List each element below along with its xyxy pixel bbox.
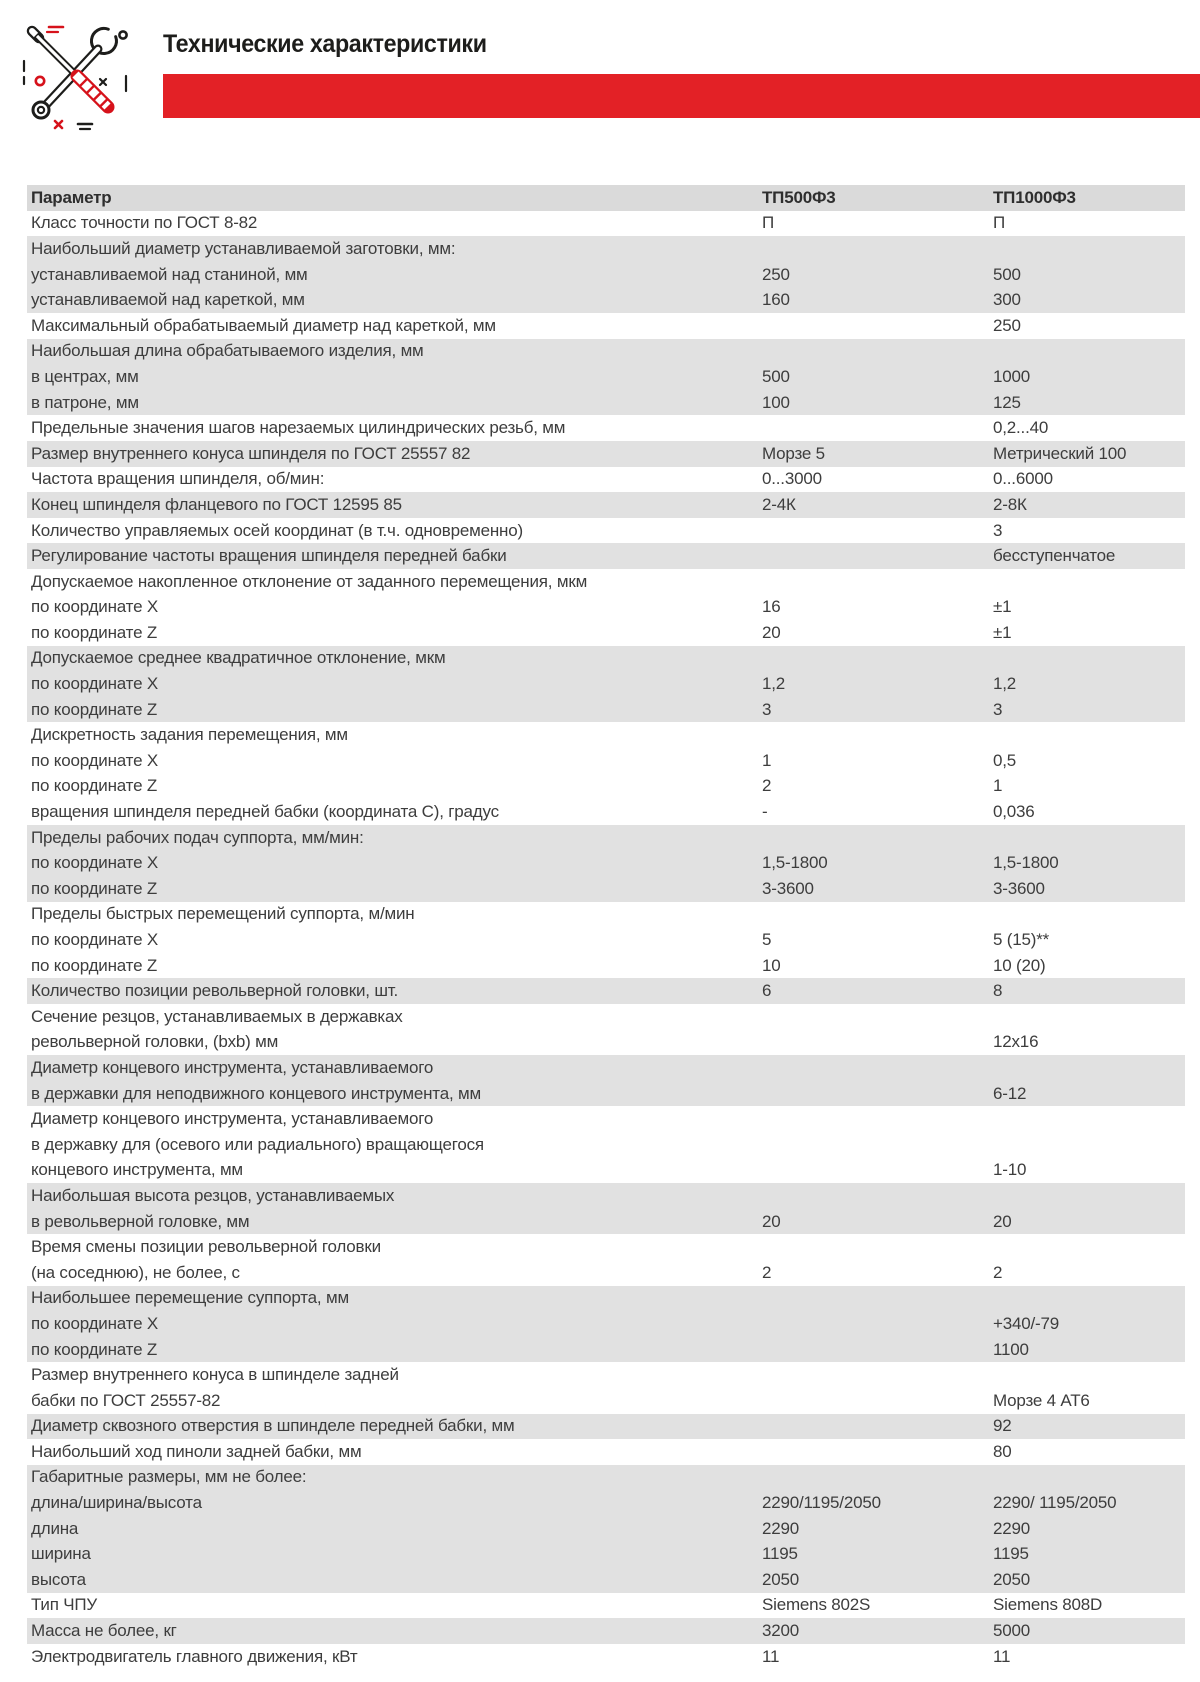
tp1000-value: 11 [993,1646,1011,1666]
tp1000-value: 0,036 [993,802,1035,822]
param-label: Габаритные размеры, мм не более: [31,1467,307,1487]
tp1000-value: 0,2...40 [993,418,1049,438]
tp500-value: 100 [762,392,790,412]
tp500-value: 2 [762,776,772,796]
param-label: Пределы быстрых перемещений суппорта, м/мин [31,904,415,924]
param-label: Допускаемое среднее квадратичное отклонение, мкм [31,648,446,668]
table-row [27,287,1185,313]
table-row [27,236,1185,262]
tp500-value: 20 [762,1211,781,1231]
param-label: Тип ЧПУ [31,1595,98,1615]
param-label: по координате Z [31,776,158,796]
table-row [27,1132,1185,1158]
table-row [27,1183,1185,1209]
table-row [27,1593,1185,1619]
table-row [27,364,1185,390]
tp1000-value: 92 [993,1416,1012,1436]
table-row [27,1158,1185,1184]
table-row [27,1465,1185,1491]
table-row [27,927,1185,953]
param-label: устанавливаемой над кареткой, мм [31,290,305,310]
table-row [27,1618,1185,1644]
table-row [27,799,1185,825]
tp1000-value: 2 [993,1262,1003,1282]
param-label: револьверной головки, (bxb) мм [31,1032,279,1052]
param-label: по координате Z [31,878,158,898]
table-row [27,313,1185,339]
param-label: длина/ширина/высота [31,1493,202,1513]
table-row [27,441,1185,467]
tp500-value: 1195 [762,1544,798,1564]
tp1000-value: 1100 [993,1339,1029,1359]
table-row [27,671,1185,697]
param-label: (на соседнюю), не более, с [31,1262,240,1282]
tp1000-value: 8 [993,981,1003,1001]
param-label: Диаметр концевого инструмента, устанавливаемого [31,1057,434,1077]
tp1000-value: 2050 [993,1569,1031,1589]
table-row [27,774,1185,800]
tp1000-value: 5000 [993,1621,1031,1641]
tp1000-value: 2290 [993,1518,1031,1538]
tp500-value: 0...3000 [762,469,822,489]
param-label: Частота вращения шпинделя, об/мин: [31,469,325,489]
param-label: по координате X [31,597,158,617]
param-label: Максимальный обрабатываемый диаметр над кареткой, мм [31,315,496,335]
param-label: Наибольшее перемещение суппорта, мм [31,1288,349,1308]
tp1000-value: 80 [993,1441,1012,1461]
tp500-value: Морзе 5 [762,443,825,463]
spec-table [27,185,1185,1669]
table-row [27,1388,1185,1414]
param-label: Диаметр сквозного отверстия в шпинделе передней бабки, мм [31,1416,515,1436]
param-label: Допускаемое накопленное отклонение от заданного перемещения, мкм [31,571,588,591]
table-row [27,390,1185,416]
tp1000-value: 2290/ 1195/2050 [993,1493,1117,1513]
table-row [27,646,1185,672]
tp1000-value: 20 [993,1211,1012,1231]
table-row [27,1337,1185,1363]
param-label: Размер внутреннего конуса шпинделя по ГОСТ 25557 82 [31,443,471,463]
param-label: в державку для (осевого или радиального) вращающегося [31,1134,484,1154]
tp1000-value: 1,5-1800 [993,853,1059,873]
tp500-value: 2-4К [762,494,796,514]
table-row [27,1490,1185,1516]
tp500-value: - [762,802,768,822]
param-label: по координате X [31,750,158,770]
tp1000-value: 0,5 [993,750,1017,770]
table-row [27,1209,1185,1235]
param-label: Количество управляемых осей координат (в т.ч. одновременно) [31,520,523,540]
param-label: по координате X [31,674,158,694]
table-row [27,569,1185,595]
tp1000-value: Морзе 4 АТ6 [993,1390,1090,1410]
tp500-value: 6 [762,981,772,1001]
param-label: по координате X [31,853,158,873]
tp1000-value: 1,2 [993,674,1017,694]
table-row [27,825,1185,851]
table-row [27,1004,1185,1030]
tp500-value: 2290/1195/2050 [762,1493,881,1513]
tp1000-value: 12x16 [993,1032,1039,1052]
param-label: Дискретность задания перемещения, мм [31,725,348,745]
tp500-value: Siemens 802S [762,1595,871,1615]
accent-bar [163,74,1200,118]
tp500-value: 11 [762,1646,780,1666]
tp1000-value: Метрический 100 [993,443,1127,463]
tp500-value: 1 [762,750,772,770]
param-label: по координате Z [31,699,158,719]
param-label: Регулирование частоты вращения шпинделя передней бабки [31,546,507,566]
tp500-value: 2050 [762,1569,800,1589]
tp1000-value: Siemens 808D [993,1595,1103,1615]
tp1000-value: 1000 [993,366,1031,386]
tp1000-value: 1 [993,776,1003,796]
tp1000-value: 10 (20) [993,955,1046,975]
tp1000-value: 500 [993,264,1021,284]
tp500-value: 3 [762,699,772,719]
table-row [27,1055,1185,1081]
param-label: Сечение резцов, устанавливаемых в державках [31,1006,403,1026]
param-label: Количество позиции револьверной головки, шт. [31,981,398,1001]
param-label: по координате X [31,930,158,950]
table-row [27,1516,1185,1542]
tp1000-value: 1195 [993,1544,1029,1564]
tp1000-value: 1-10 [993,1160,1027,1180]
param-label: по координате Z [31,1339,158,1359]
param-label: Электродвигатель главного движения, кВт [31,1646,358,1666]
page-title: Технические характеристики [163,30,487,58]
tp500-value: 20 [762,622,781,642]
table-row [27,620,1185,646]
param-label: бабки по ГОСТ 25557-82 [31,1390,221,1410]
param-label: Размер внутреннего конуса в шпинделе задней [31,1365,399,1385]
param-label: Пределы рабочих подач суппорта, мм/мин: [31,827,364,847]
table-row [27,595,1185,621]
param-label: Масса не более, кг [31,1621,177,1641]
tp1000-value: 300 [993,290,1021,310]
param-label: длина [31,1518,79,1538]
table-row [27,415,1185,441]
param-label: Наибольший ход пиноли задней бабки, мм [31,1441,362,1461]
table-row [27,1439,1185,1465]
tp1000-value: 3 [993,520,1003,540]
tp500-value: 10 [762,955,781,975]
table-row [27,543,1185,569]
tp500-value: 2 [762,1262,772,1282]
table-row [27,850,1185,876]
table-row [27,876,1185,902]
param-label: Класс точности по ГОСТ 8-82 [31,213,258,233]
tp1000-value: 6-12 [993,1083,1027,1103]
column-header-tp500f3: ТП500Ф3 [762,187,836,207]
tp1000-value: +340/-79 [993,1313,1059,1333]
tp1000-value: бесступенчатое [993,546,1116,566]
table-row [27,722,1185,748]
param-label: Время смены позиции револьверной головки [31,1237,381,1257]
table-row [27,467,1185,493]
table-row [27,1414,1185,1440]
tp1000-value: 0...6000 [993,469,1053,489]
param-label: Предельные значения шагов нарезаемых цилиндрических резьб, мм [31,418,566,438]
tp500-value: 250 [762,264,790,284]
table-row [27,748,1185,774]
table-row [27,1260,1185,1286]
table-body [27,211,1185,1670]
tp500-value: 1,5-1800 [762,853,828,873]
table-row [27,1286,1185,1312]
param-label: Наибольший диаметр устанавливаемой заготовки, мм: [31,238,456,258]
tp1000-value: ±1 [993,597,1012,617]
table-row [27,518,1185,544]
table-row [27,697,1185,723]
tp500-value: 3200 [762,1621,800,1641]
table-row [27,492,1185,518]
table-row [27,1362,1185,1388]
tp500-value: 5 [762,930,772,950]
tp500-value: 500 [762,366,790,386]
param-label: в патроне, мм [31,392,139,412]
tp1000-value: 125 [993,392,1021,412]
table-row [27,902,1185,928]
tp1000-value: 250 [993,315,1021,335]
tools-icon [22,20,132,134]
param-label: концевого инструмента, мм [31,1160,243,1180]
table-row [27,1567,1185,1593]
tp1000-value: П [993,213,1006,233]
param-label: Конец шпинделя фланцевого по ГОСТ 12595 85 [31,494,402,514]
tp500-value: 2290 [762,1518,800,1538]
table-row [27,953,1185,979]
tp500-value: 16 [762,597,781,617]
tp500-value: П [762,213,775,233]
param-label: в револьверной головке, мм [31,1211,250,1231]
table-row [27,262,1185,288]
tp1000-value: 3-3600 [993,878,1045,898]
table-row [27,1644,1185,1670]
param-label: по координате Z [31,622,158,642]
table-row [27,211,1185,237]
param-label: Наибольшая длина обрабатываемого изделия, мм [31,341,424,361]
param-label: устанавливаемой над станиной, мм [31,264,308,284]
table-row [27,1030,1185,1056]
table-row [27,339,1185,365]
table-row [27,1234,1185,1260]
column-header-parameter: Параметр [31,187,112,207]
param-label: вращения шпинделя передней бабки (координата С), градус [31,802,499,822]
param-label: в державки для неподвижного концевого инструмента, мм [31,1083,481,1103]
table-row [27,978,1185,1004]
tp500-value: 1,2 [762,674,786,694]
param-label: ширина [31,1544,91,1564]
table-row [27,1541,1185,1567]
param-label: в центрах, мм [31,366,139,386]
tp1000-value: 2-8К [993,494,1027,514]
tp500-value: 3-3600 [762,878,814,898]
param-label: Диаметр концевого инструмента, устанавливаемого [31,1109,434,1129]
table-row [27,1106,1185,1132]
table-row [27,1311,1185,1337]
tp1000-value: 3 [993,699,1003,719]
param-label: по координате Z [31,955,158,975]
param-label: высота [31,1569,86,1589]
tp1000-value: ±1 [993,622,1012,642]
table-header-row [27,185,1185,211]
tp1000-value: 5 (15)** [993,930,1050,950]
param-label: по координате X [31,1313,158,1333]
page-header [0,0,1200,150]
column-header-tp1000f3: ТП1000Ф3 [993,187,1076,207]
param-label: Наибольшая высота резцов, устанавливаемых [31,1185,395,1205]
tp500-value: 160 [762,290,790,310]
table-row [27,1081,1185,1107]
